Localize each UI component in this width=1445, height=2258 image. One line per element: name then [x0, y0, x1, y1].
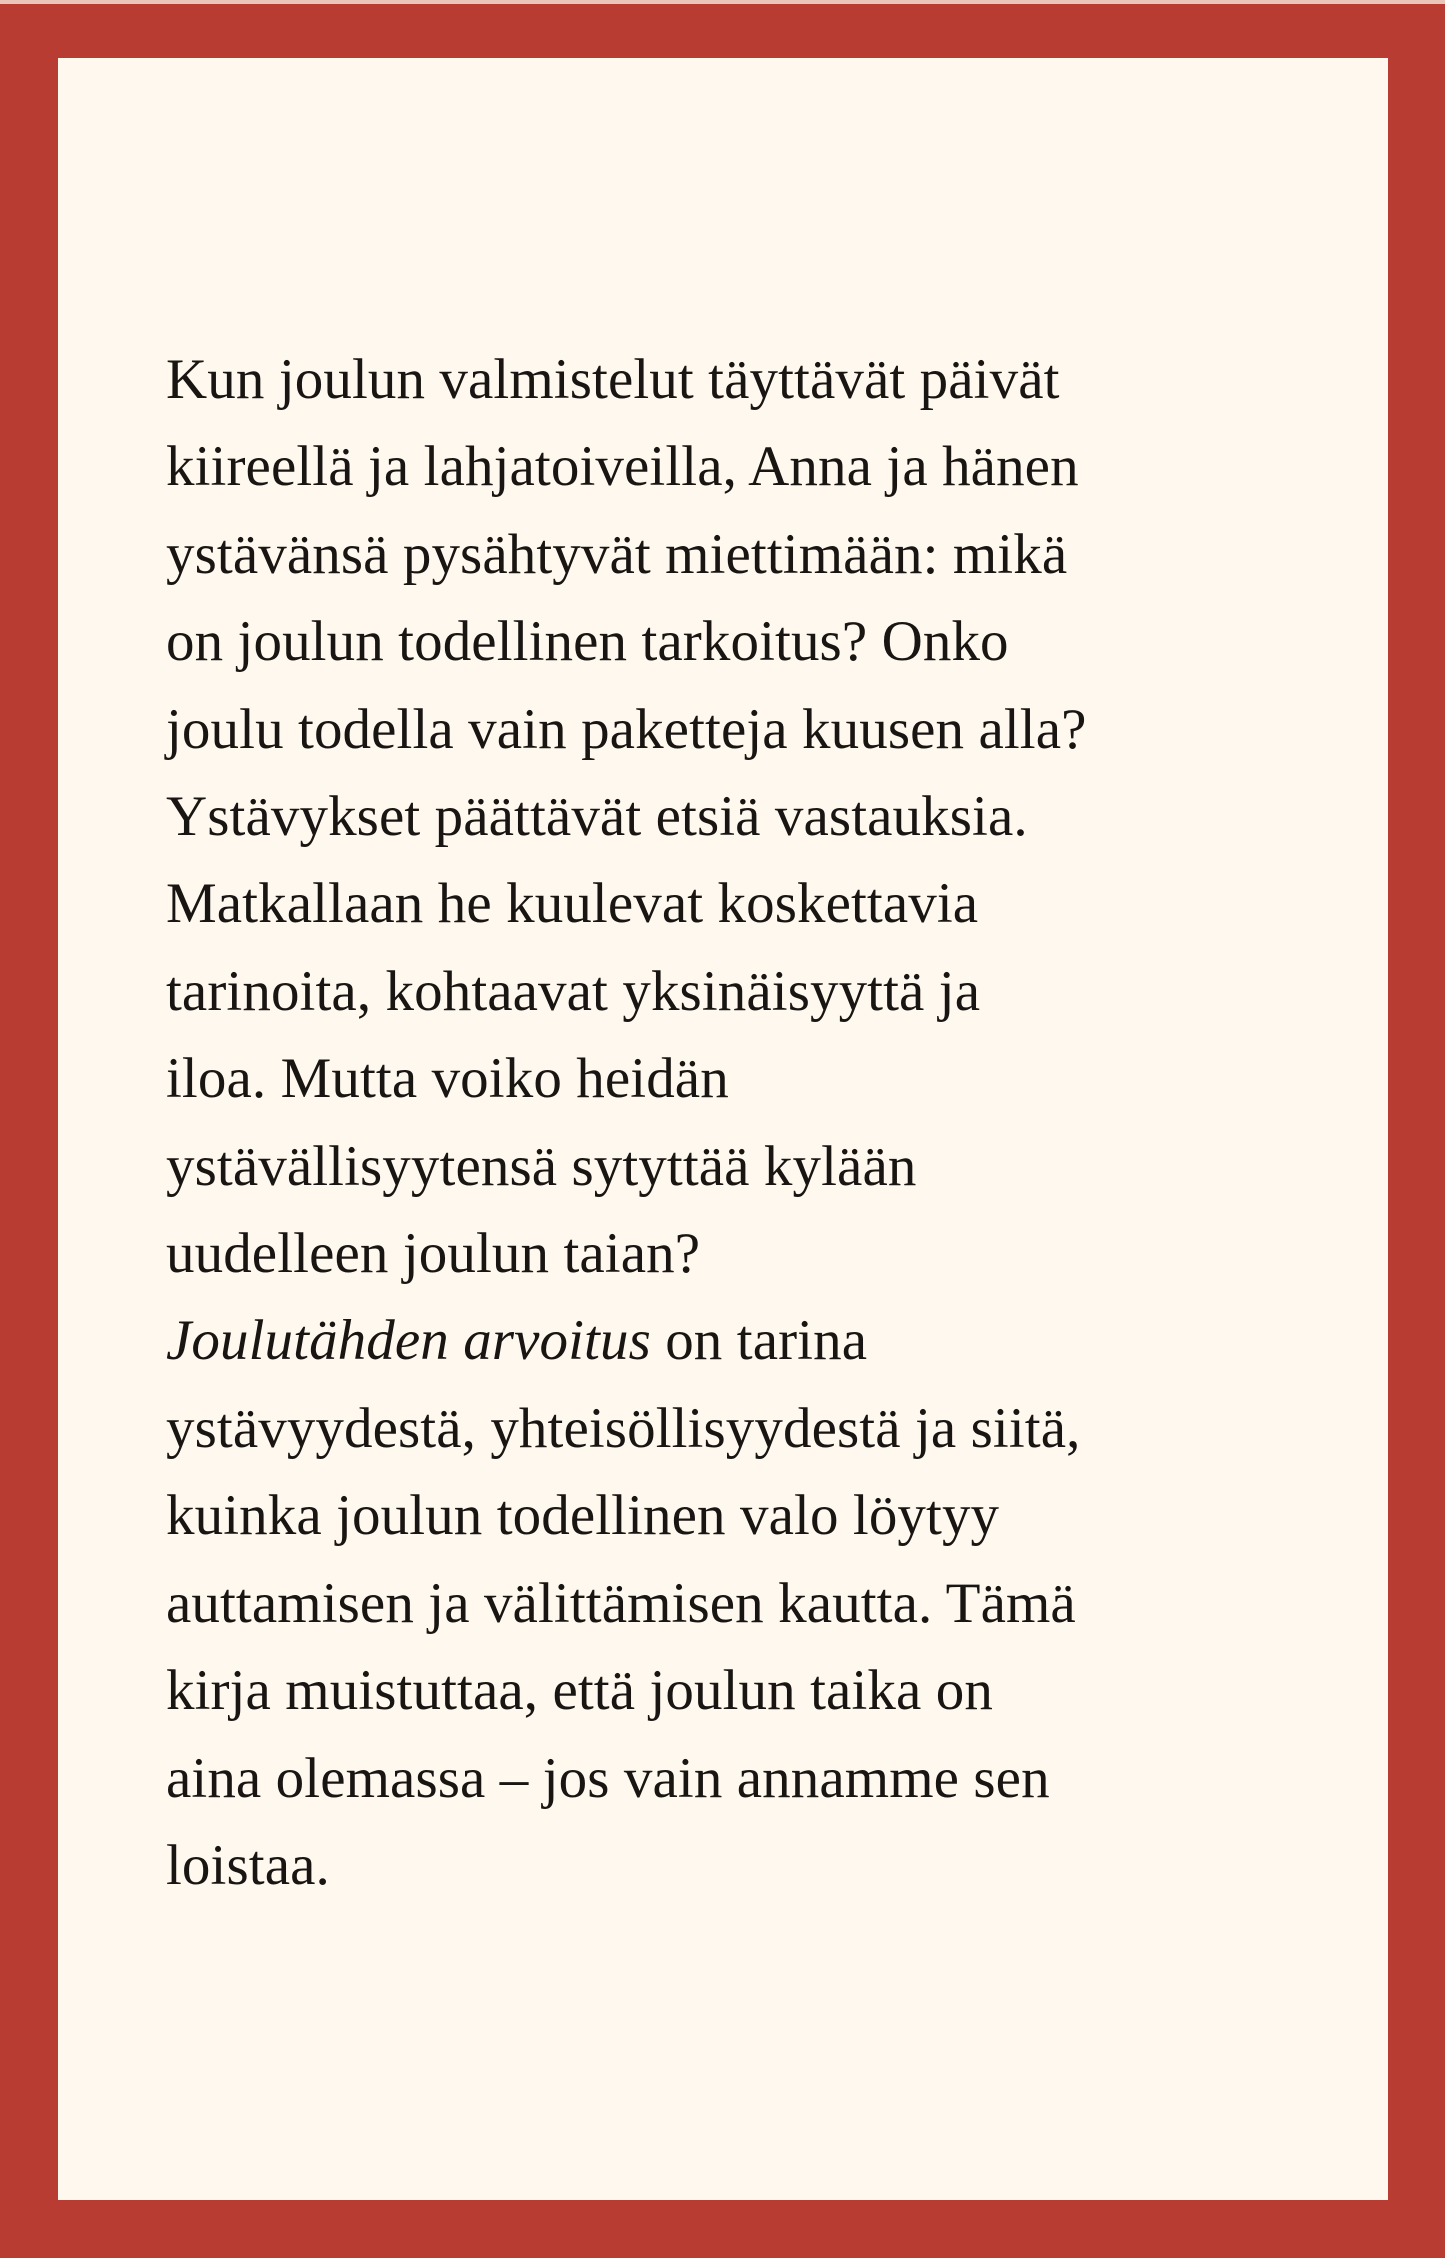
blurb-line: Matkallaan he kuulevat koskettavia [166, 872, 979, 936]
blurb-title-line [166, 1297, 1326, 1384]
blurb-line: joulu todella vain paketteja kuusen alla? [166, 697, 1087, 761]
blurb-line: loistaa. [166, 1833, 330, 1897]
blurb-line: ystävällisyytensä sytyttää kylään [166, 1134, 917, 1198]
back-cover-blurb [166, 336, 1326, 1909]
blurb-line: tarinoita, kohtaavat yksinäisyyttä ja [166, 959, 981, 1023]
blurb-line: ystävänsä pysähtyvät miettimään: mikä [166, 522, 1068, 586]
blurb-line: aina olemassa – jos vain annamme sen [166, 1746, 1050, 1810]
blurb-line: Kun joulun valmistelut täyttävät päivät [166, 348, 1060, 411]
title-line-suffix: on tarina [650, 1309, 868, 1373]
blurb-line: kuinka joulun todellinen valo löytyy [166, 1484, 1000, 1548]
top-edge-strip [0, 0, 1445, 4]
blurb-line: iloa. Mutta voiko heidän [166, 1047, 729, 1111]
blurb-line: uudelleen joulun taian? [166, 1222, 701, 1286]
blurb-line: ystävyydestä, yhteisöllisyydestä ja siitä, [166, 1396, 1081, 1460]
blurb-line: kiireellä ja lahjatoiveilla, Anna ja hänen [166, 435, 1079, 499]
blurb-line: kirja muistuttaa, että joulun taika on [166, 1659, 993, 1723]
blurb-line: Ystävykset päättävät etsiä vastauksia. [166, 785, 1028, 849]
cream-page [58, 58, 1388, 2200]
blurb-line: on joulun todellinen tarkoitus? Onko [166, 610, 1009, 674]
book-title: Joulutähden arvoitus [166, 1309, 651, 1373]
blurb-line: auttamisen ja välittämisen kautta. Tämä [166, 1571, 1076, 1635]
